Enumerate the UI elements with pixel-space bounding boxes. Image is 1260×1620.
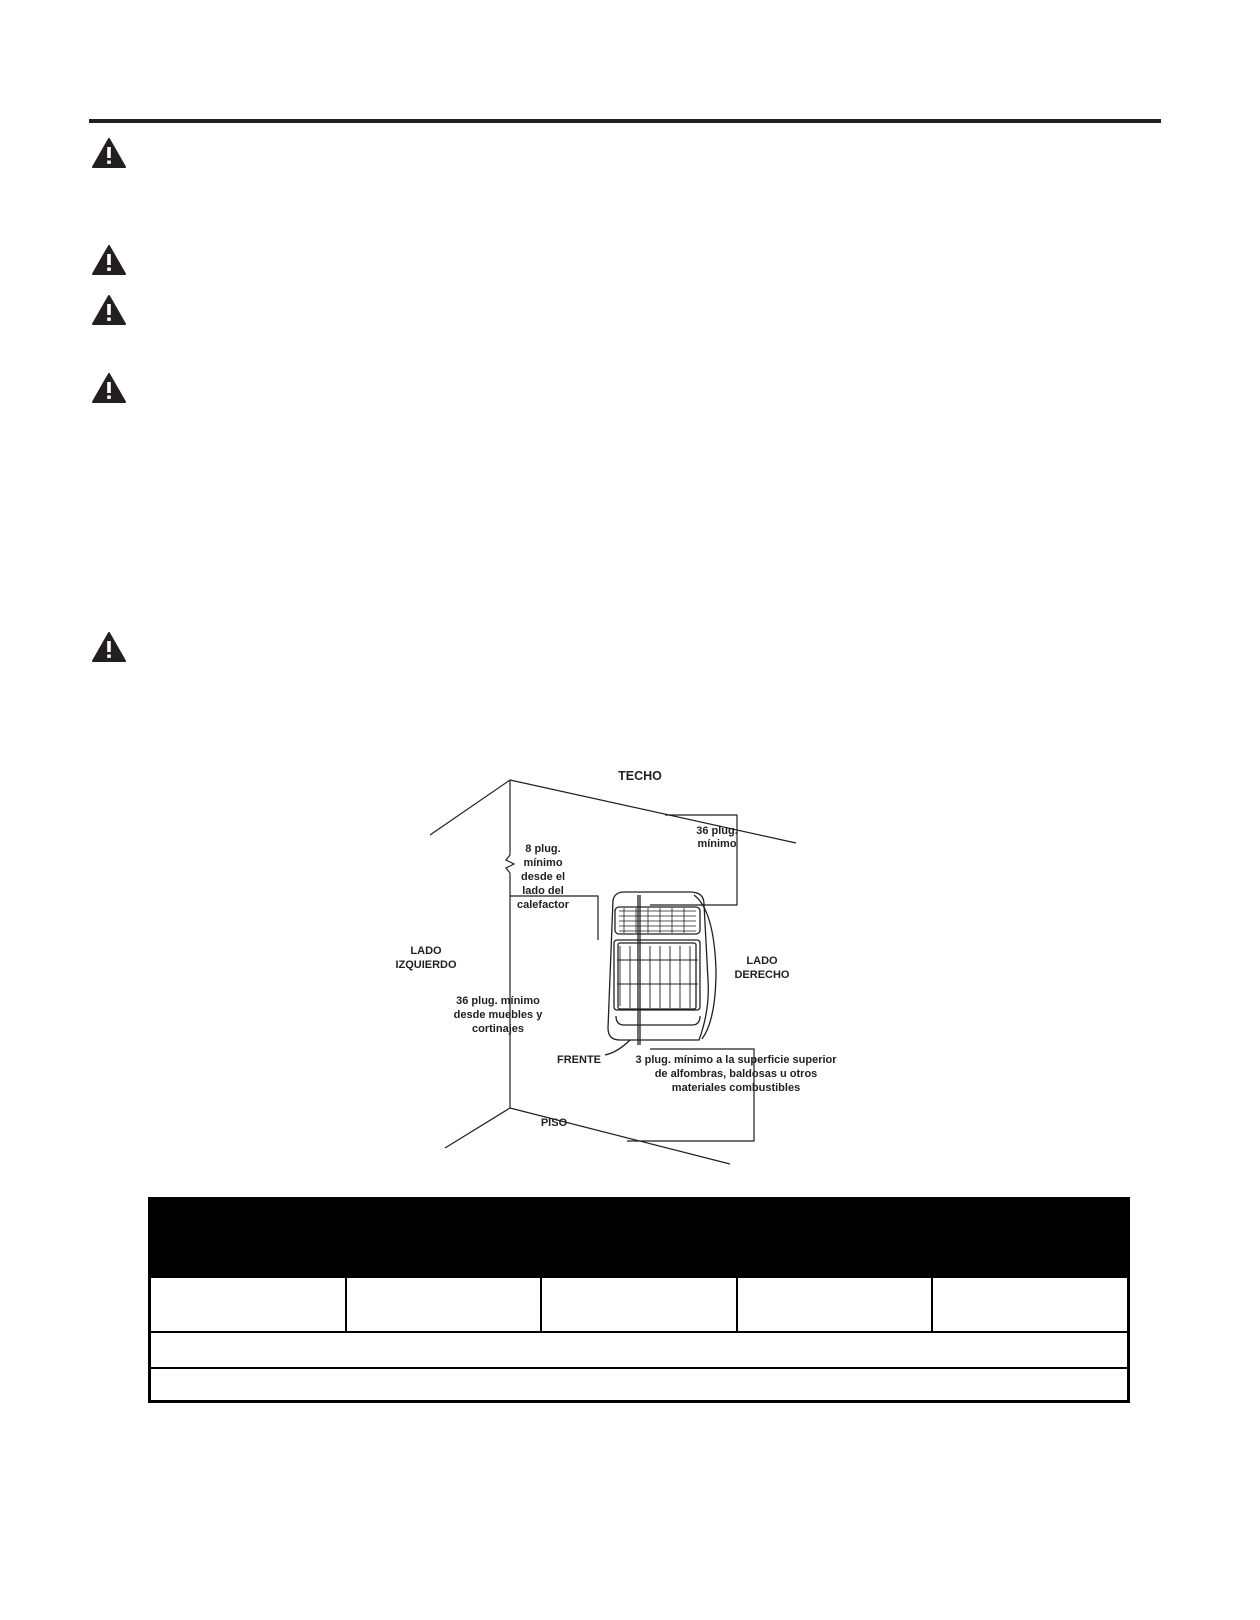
table-cell [347, 1278, 543, 1331]
heater-illustration [605, 892, 716, 1055]
side-clearance-line-5: calefactor [517, 899, 569, 911]
table-cell [933, 1278, 1127, 1331]
right-side-line-1: LADO [746, 955, 778, 967]
table-row [151, 1278, 1127, 1333]
left-side-line-1: LADO [410, 945, 442, 957]
table-row [151, 1333, 1127, 1369]
furniture-clearance-line-1: 36 plug. mínimo [456, 995, 540, 1007]
top-rule [89, 119, 1161, 123]
side-clearance-line-4: lado del [522, 885, 564, 897]
warning-triangle-icon [92, 631, 126, 663]
floor-label: PISO [540, 1117, 568, 1129]
table-header [151, 1200, 1127, 1278]
specification-table [148, 1197, 1130, 1403]
table-cell [738, 1278, 934, 1331]
table-cell [151, 1278, 347, 1331]
side-clearance-line-2: mínimo [523, 857, 563, 869]
side-clearance-line-3: desde el [520, 871, 566, 883]
warning-triangle-icon [92, 137, 126, 169]
right-side-line-2: DERECHO [734, 969, 790, 981]
side-clearance-line-1: 8 plug. [525, 843, 561, 855]
floor-clearance-line-1: 3 plug. mínimo a la superficie superior [635, 1054, 837, 1066]
floor-clearance-line-2: de alfombras, baldosas u otros [654, 1068, 818, 1080]
left-side-line-2: IZQUIERDO [395, 959, 457, 971]
clearance-diagram [395, 769, 870, 1180]
front-label: FRENTE [557, 1054, 601, 1066]
warning-triangle-icon [92, 294, 126, 326]
ceiling-label: TECHO [618, 769, 662, 783]
warning-triangle-icon [92, 372, 126, 404]
ceiling-clearance-line-2: mínimo [697, 838, 737, 850]
ceiling-clearance-line-1: 36 plug. [696, 825, 738, 837]
furniture-clearance-line-2: desde muebles y [453, 1009, 543, 1021]
furniture-clearance-line-3: cortinajes [472, 1023, 524, 1035]
table-row [151, 1369, 1127, 1405]
table-cell [542, 1278, 738, 1331]
floor-clearance-line-3: materiales combustibles [671, 1082, 801, 1094]
warning-triangle-icon [92, 244, 126, 276]
